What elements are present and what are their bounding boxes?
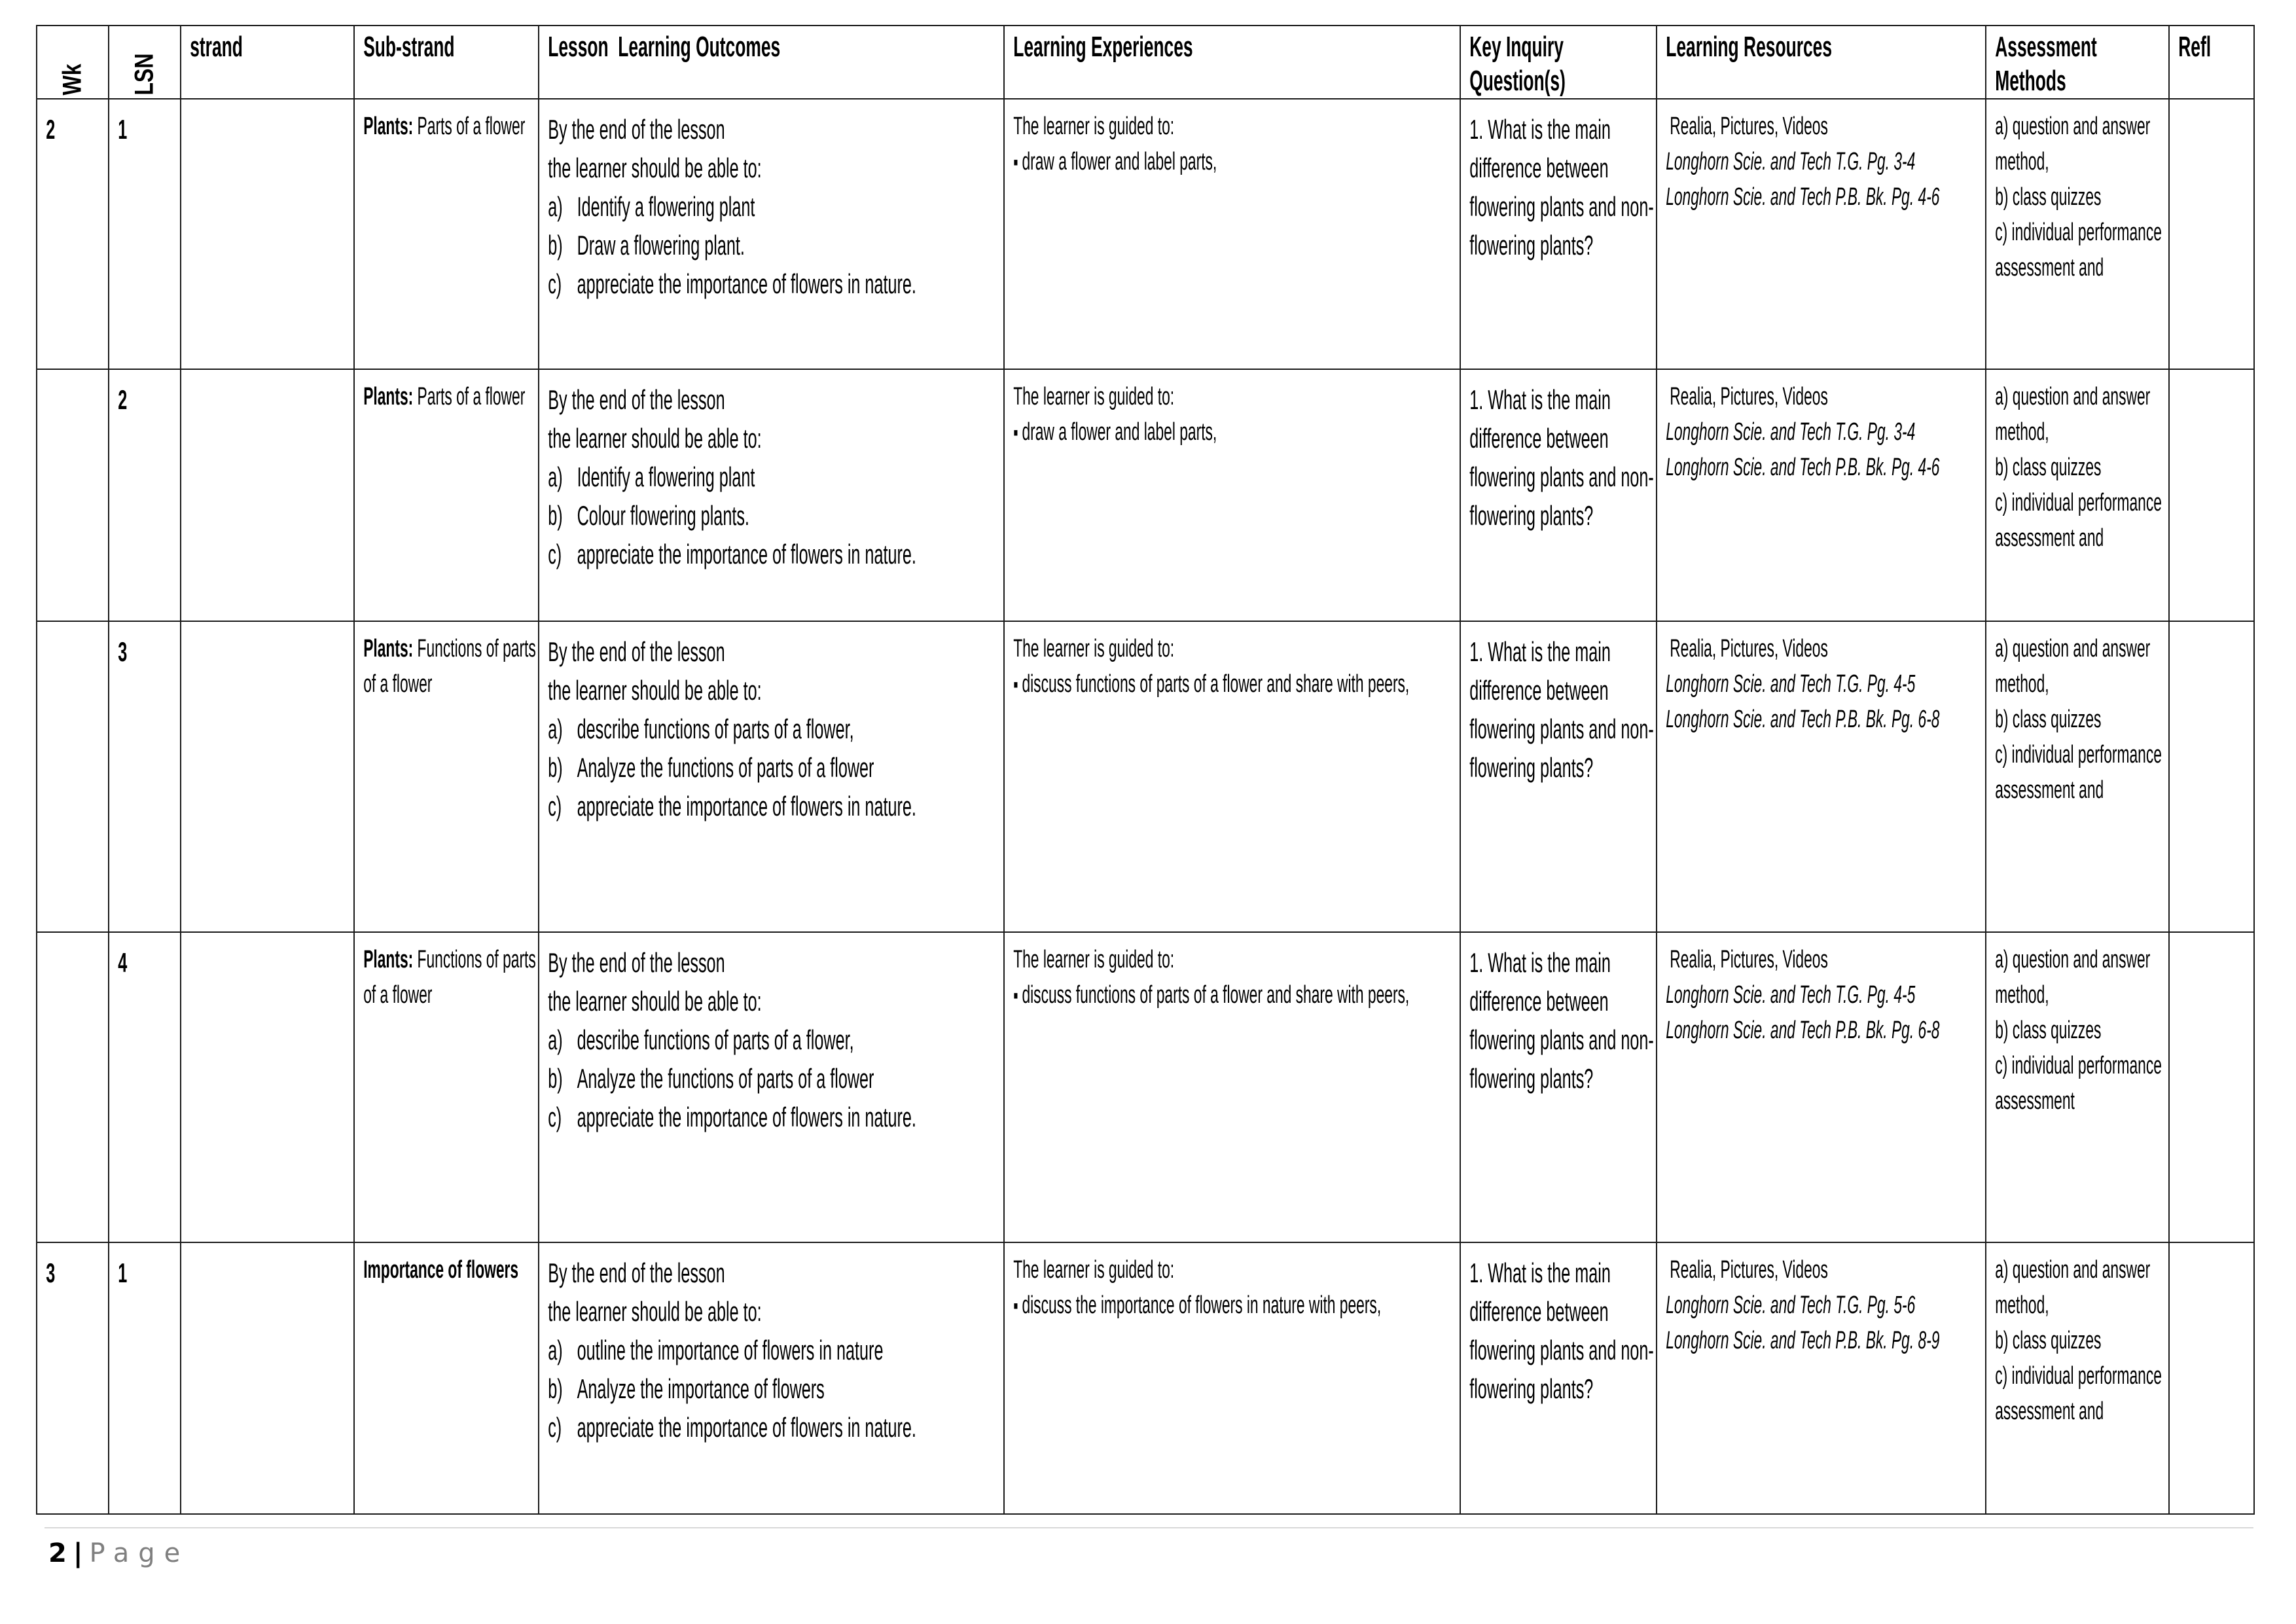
cell-assessment (1986, 99, 2169, 369)
cell-sub-strand (354, 1242, 539, 1514)
assessment-b: b) class quizzes (1995, 454, 2102, 481)
experience-intro: The learner is guided to: (1013, 946, 1175, 973)
outcome-item (548, 1059, 1003, 1098)
header-strand-label: strand (190, 31, 243, 63)
resources-teachers-guide: Longhorn Scie. and Tech T.G. Pg. 3-4 (1666, 418, 1916, 446)
experience-bullet: ▪ discuss functions of parts of a flower and share with peers, (1013, 666, 1460, 702)
assessment-c: c) individual performance assessment and (1995, 1362, 2162, 1425)
resources-pupils-book: Longhorn Scie. and Tech P.B. Bk. Pg. 4-6 (1666, 454, 1940, 481)
header-outcomes-label: Lesson Learning Outcomes (548, 31, 781, 63)
header-wk-label: Wk (58, 63, 87, 96)
strand-text (181, 622, 353, 632)
cell-assessment (1986, 1242, 2169, 1514)
cell-experiences (1004, 99, 1460, 369)
resources-pupils-book: Longhorn Scie. and Tech P.B. Bk. Pg. 6-8 (1666, 1017, 1940, 1044)
assessment-c: c) individual performance assessment and (1995, 741, 2162, 804)
experience-intro: The learner is guided to: (1013, 113, 1175, 140)
experience-intro: The learner is guided to: (1013, 1256, 1175, 1284)
cell-strand (181, 932, 354, 1242)
cell-lsn (109, 369, 181, 621)
header-outcomes (539, 26, 1004, 99)
week-number (37, 933, 108, 943)
sub-strand-title: Plants: (363, 113, 414, 140)
outcome-marker: c) (548, 268, 562, 299)
sub-strand-title: Plants: (363, 383, 414, 410)
cell-outcomes (539, 621, 1004, 932)
cell-assessment (1986, 369, 2169, 621)
cell-lsn (109, 99, 181, 369)
cell-strand (181, 1242, 354, 1514)
header-sub-strand-label: Sub-strand (363, 31, 455, 63)
assessment-c: c) individual performance assessment and (1995, 219, 2162, 281)
outcome-text: Analyze the functions of parts of a flower (577, 1063, 874, 1094)
cell-strand (181, 99, 354, 369)
experience-bullet: ▪ discuss functions of parts of a flower and share with peers, (1013, 977, 1460, 1013)
outcome-text: Analyze the functions of parts of a flower (577, 752, 874, 783)
cell-experiences (1004, 1242, 1460, 1514)
outcome-item (548, 187, 1003, 226)
footer-divider (45, 1527, 2253, 1528)
table-row (37, 932, 2254, 1242)
week-number (37, 622, 108, 632)
sub-strand-title: Importance of flowers (363, 1256, 519, 1284)
sub-strand-detail: Functions of parts of a flower (363, 946, 536, 1009)
outcome-text: Colour flowering plants. (577, 500, 749, 531)
header-experiences (1004, 26, 1460, 99)
header-experiences-label: Learning Experiences (1013, 31, 1193, 63)
outcome-marker: b) (548, 1373, 563, 1404)
outcome-text: Analyze the importance of flowers (577, 1373, 825, 1404)
header-lsn-label: LSN (130, 53, 159, 96)
cell-lsn (109, 1242, 181, 1514)
header-sub-strand (354, 26, 539, 99)
cell-strand (181, 369, 354, 621)
cell-resources (1657, 99, 1986, 369)
inquiry-question: 1. What is the main difference between flowering plants and non-flowering plants? (1469, 1257, 1654, 1404)
outcome-marker: c) (548, 1412, 562, 1443)
outcome-marker: c) (548, 1102, 562, 1132)
assessment-c: c) individual performance assessment (1995, 1052, 2162, 1115)
footer-separator: | (73, 1538, 83, 1568)
outcomes-list (548, 1331, 1003, 1447)
header-inquiry-label: Key Inquiry Question(s) (1469, 31, 1566, 97)
resources-main: Realia, Pictures, Videos (1670, 946, 1828, 973)
assessment-a: a) question and answer method, (1995, 946, 2151, 1009)
inquiry-question: 1. What is the main difference between flowering plants and non-flowering plants? (1469, 114, 1654, 261)
experience-bullet: ▪ discuss the importance of flowers in nature with peers, (1013, 1288, 1460, 1324)
assessment-b: b) class quizzes (1995, 706, 2102, 733)
strand-text (181, 370, 353, 380)
strand-text (181, 99, 353, 110)
outcome-text: describe functions of parts of a flower, (577, 1024, 854, 1055)
outcome-item (548, 226, 1003, 264)
outcomes-intro-line-2: the learner should be able to: (548, 423, 762, 454)
outcome-marker: a) (548, 1335, 563, 1365)
outcome-marker: b) (548, 500, 563, 531)
cell-assessment (1986, 932, 2169, 1242)
experience-bullet: ▪ draw a flower and label parts, (1013, 414, 1460, 450)
lesson-number: 3 (118, 636, 128, 667)
assessment-b: b) class quizzes (1995, 1327, 2102, 1354)
resources-teachers-guide: Longhorn Scie. and Tech T.G. Pg. 4-5 (1666, 981, 1916, 1009)
page-label: Page (89, 1538, 190, 1568)
outcome-item (548, 264, 1003, 303)
header-assessment-label: Assessment Methods (1995, 31, 2097, 97)
outcome-item (548, 1369, 1003, 1408)
sub-strand-title: Plants: (363, 946, 414, 973)
outcome-text: Draw a flowering plant. (577, 230, 745, 261)
table-row (37, 1242, 2254, 1514)
cell-reflection (2169, 1242, 2254, 1514)
cell-experiences (1004, 369, 1460, 621)
inquiry-question: 1. What is the main difference between flowering plants and non-flowering plants? (1469, 384, 1654, 531)
outcomes-intro-line-2: the learner should be able to: (548, 986, 762, 1017)
outcome-marker: b) (548, 752, 563, 783)
outcome-text: outline the importance of flowers in nature (577, 1335, 884, 1365)
cell-wk (37, 369, 109, 621)
cell-strand (181, 621, 354, 932)
outcome-text: appreciate the importance of flowers in nature. (577, 1102, 916, 1132)
outcome-item (548, 1098, 1003, 1136)
cell-wk (37, 621, 109, 932)
table-row (37, 99, 2254, 369)
cell-outcomes (539, 99, 1004, 369)
outcome-marker: a) (548, 461, 563, 492)
cell-wk (37, 1242, 109, 1514)
outcome-marker: c) (548, 791, 562, 821)
outcome-marker: b) (548, 230, 563, 261)
table-row (37, 621, 2254, 932)
scheme-of-work-table (36, 25, 2255, 1515)
outcomes-list (548, 1020, 1003, 1136)
outcomes-intro-line-1: By the end of the lesson (548, 384, 725, 415)
outcome-item (548, 496, 1003, 535)
strand-text (181, 933, 353, 943)
outcome-item (548, 1020, 1003, 1059)
cell-outcomes (539, 369, 1004, 621)
outcome-marker: a) (548, 1024, 563, 1055)
cell-inquiry (1460, 1242, 1657, 1514)
experience-intro: The learner is guided to: (1013, 635, 1175, 662)
header-assessment (1986, 26, 2169, 99)
cell-lsn (109, 932, 181, 1242)
reflection-text (2170, 622, 2253, 632)
outcome-marker: a) (548, 713, 563, 744)
assessment-b: b) class quizzes (1995, 183, 2102, 211)
strand-text (181, 1243, 353, 1254)
outcomes-intro-line-1: By the end of the lesson (548, 636, 725, 667)
cell-experiences (1004, 932, 1460, 1242)
assessment-a: a) question and answer method, (1995, 113, 2151, 175)
resources-main: Realia, Pictures, Videos (1670, 113, 1828, 140)
outcomes-list (548, 458, 1003, 573)
outcome-text: appreciate the importance of flowers in nature. (577, 539, 916, 569)
header-resources-label: Learning Resources (1666, 31, 1833, 63)
resources-teachers-guide: Longhorn Scie. and Tech T.G. Pg. 4-5 (1666, 670, 1916, 698)
week-number: 2 (46, 114, 56, 145)
header-reflection-label: Refl (2178, 31, 2212, 63)
cell-reflection (2169, 99, 2254, 369)
cell-resources (1657, 1242, 1986, 1514)
assessment-c: c) individual performance assessment and (1995, 489, 2162, 552)
resources-teachers-guide: Longhorn Scie. and Tech T.G. Pg. 3-4 (1666, 148, 1916, 175)
reflection-text (2170, 370, 2253, 380)
page-number: 2 (48, 1538, 67, 1568)
outcomes-intro-line-2: the learner should be able to: (548, 1296, 762, 1327)
lesson-number: 1 (118, 114, 128, 145)
header-row (37, 26, 2254, 99)
outcome-item (548, 458, 1003, 496)
outcome-text: appreciate the importance of flowers in nature. (577, 1412, 916, 1443)
resources-pupils-book: Longhorn Scie. and Tech P.B. Bk. Pg. 8-9 (1666, 1327, 1940, 1354)
cell-inquiry (1460, 621, 1657, 932)
week-number: 3 (46, 1257, 56, 1288)
resources-main: Realia, Pictures, Videos (1670, 635, 1828, 662)
reflection-text (2170, 933, 2253, 943)
outcome-item (548, 1408, 1003, 1447)
week-number (37, 370, 108, 380)
outcome-text: appreciate the importance of flowers in nature. (577, 268, 916, 299)
outcome-marker: a) (548, 191, 563, 222)
outcome-item (548, 748, 1003, 787)
outcome-item (548, 787, 1003, 825)
resources-main: Realia, Pictures, Videos (1670, 1256, 1828, 1284)
inquiry-question: 1. What is the main difference between flowering plants and non-flowering plants? (1469, 636, 1654, 783)
assessment-a: a) question and answer method, (1995, 383, 2151, 446)
cell-wk (37, 932, 109, 1242)
cell-outcomes (539, 932, 1004, 1242)
inquiry-question: 1. What is the main difference between flowering plants and non-flowering plants? (1469, 947, 1654, 1094)
assessment-a: a) question and answer method, (1995, 635, 2151, 698)
outcomes-intro-line-2: the learner should be able to: (548, 675, 762, 706)
sub-strand-detail: Parts of a flower (413, 383, 526, 410)
cell-sub-strand (354, 369, 539, 621)
outcome-text: Identify a flowering plant (577, 461, 755, 492)
lesson-number: 2 (118, 384, 128, 415)
resources-main: Realia, Pictures, Videos (1670, 383, 1828, 410)
cell-inquiry (1460, 932, 1657, 1242)
cell-sub-strand (354, 621, 539, 932)
cell-reflection (2169, 932, 2254, 1242)
reflection-text (2170, 1243, 2253, 1254)
outcomes-intro-line-1: By the end of the lesson (548, 1257, 725, 1288)
cell-resources (1657, 369, 1986, 621)
lesson-number: 1 (118, 1257, 128, 1288)
assessment-b: b) class quizzes (1995, 1017, 2102, 1044)
header-reflection (2169, 26, 2254, 99)
cell-inquiry (1460, 99, 1657, 369)
cell-inquiry (1460, 369, 1657, 621)
outcome-text: appreciate the importance of flowers in nature. (577, 791, 916, 821)
resources-teachers-guide: Longhorn Scie. and Tech T.G. Pg. 5-6 (1666, 1291, 1916, 1319)
outcomes-intro-line-1: By the end of the lesson (548, 947, 725, 978)
outcome-item (548, 535, 1003, 573)
cell-resources (1657, 621, 1986, 932)
assessment-a: a) question and answer method, (1995, 1256, 2151, 1319)
cell-experiences (1004, 621, 1460, 932)
header-wk (37, 26, 109, 99)
outcomes-intro-line-2: the learner should be able to: (548, 153, 762, 183)
outcome-item (548, 1331, 1003, 1369)
sub-strand-detail: Functions of parts of a flower (363, 635, 536, 698)
header-inquiry (1460, 26, 1657, 99)
experience-bullet: ▪ draw a flower and label parts, (1013, 144, 1460, 180)
outcome-marker: b) (548, 1063, 563, 1094)
cell-assessment (1986, 621, 2169, 932)
cell-reflection (2169, 369, 2254, 621)
outcome-marker: c) (548, 539, 562, 569)
cell-wk (37, 99, 109, 369)
lesson-number: 4 (118, 947, 128, 978)
cell-resources (1657, 932, 1986, 1242)
cell-lsn (109, 621, 181, 932)
cell-sub-strand (354, 932, 539, 1242)
outcomes-list (548, 710, 1003, 825)
resources-pupils-book: Longhorn Scie. and Tech P.B. Bk. Pg. 4-6 (1666, 183, 1940, 211)
outcome-text: Identify a flowering plant (577, 191, 755, 222)
outcomes-list (548, 187, 1003, 303)
cell-sub-strand (354, 99, 539, 369)
header-strand (181, 26, 354, 99)
outcome-item (548, 710, 1003, 748)
header-resources (1657, 26, 1986, 99)
header-lsn (109, 26, 181, 99)
page-footer (48, 1538, 189, 1568)
reflection-text (2170, 99, 2253, 110)
outcomes-intro-line-1: By the end of the lesson (548, 114, 725, 145)
sub-strand-title: Plants: (363, 635, 414, 662)
cell-reflection (2169, 621, 2254, 932)
table-row (37, 369, 2254, 621)
resources-pupils-book: Longhorn Scie. and Tech P.B. Bk. Pg. 6-8 (1666, 706, 1940, 733)
experience-intro: The learner is guided to: (1013, 383, 1175, 410)
sub-strand-detail: Parts of a flower (413, 113, 526, 140)
cell-outcomes (539, 1242, 1004, 1514)
outcome-text: describe functions of parts of a flower, (577, 713, 854, 744)
